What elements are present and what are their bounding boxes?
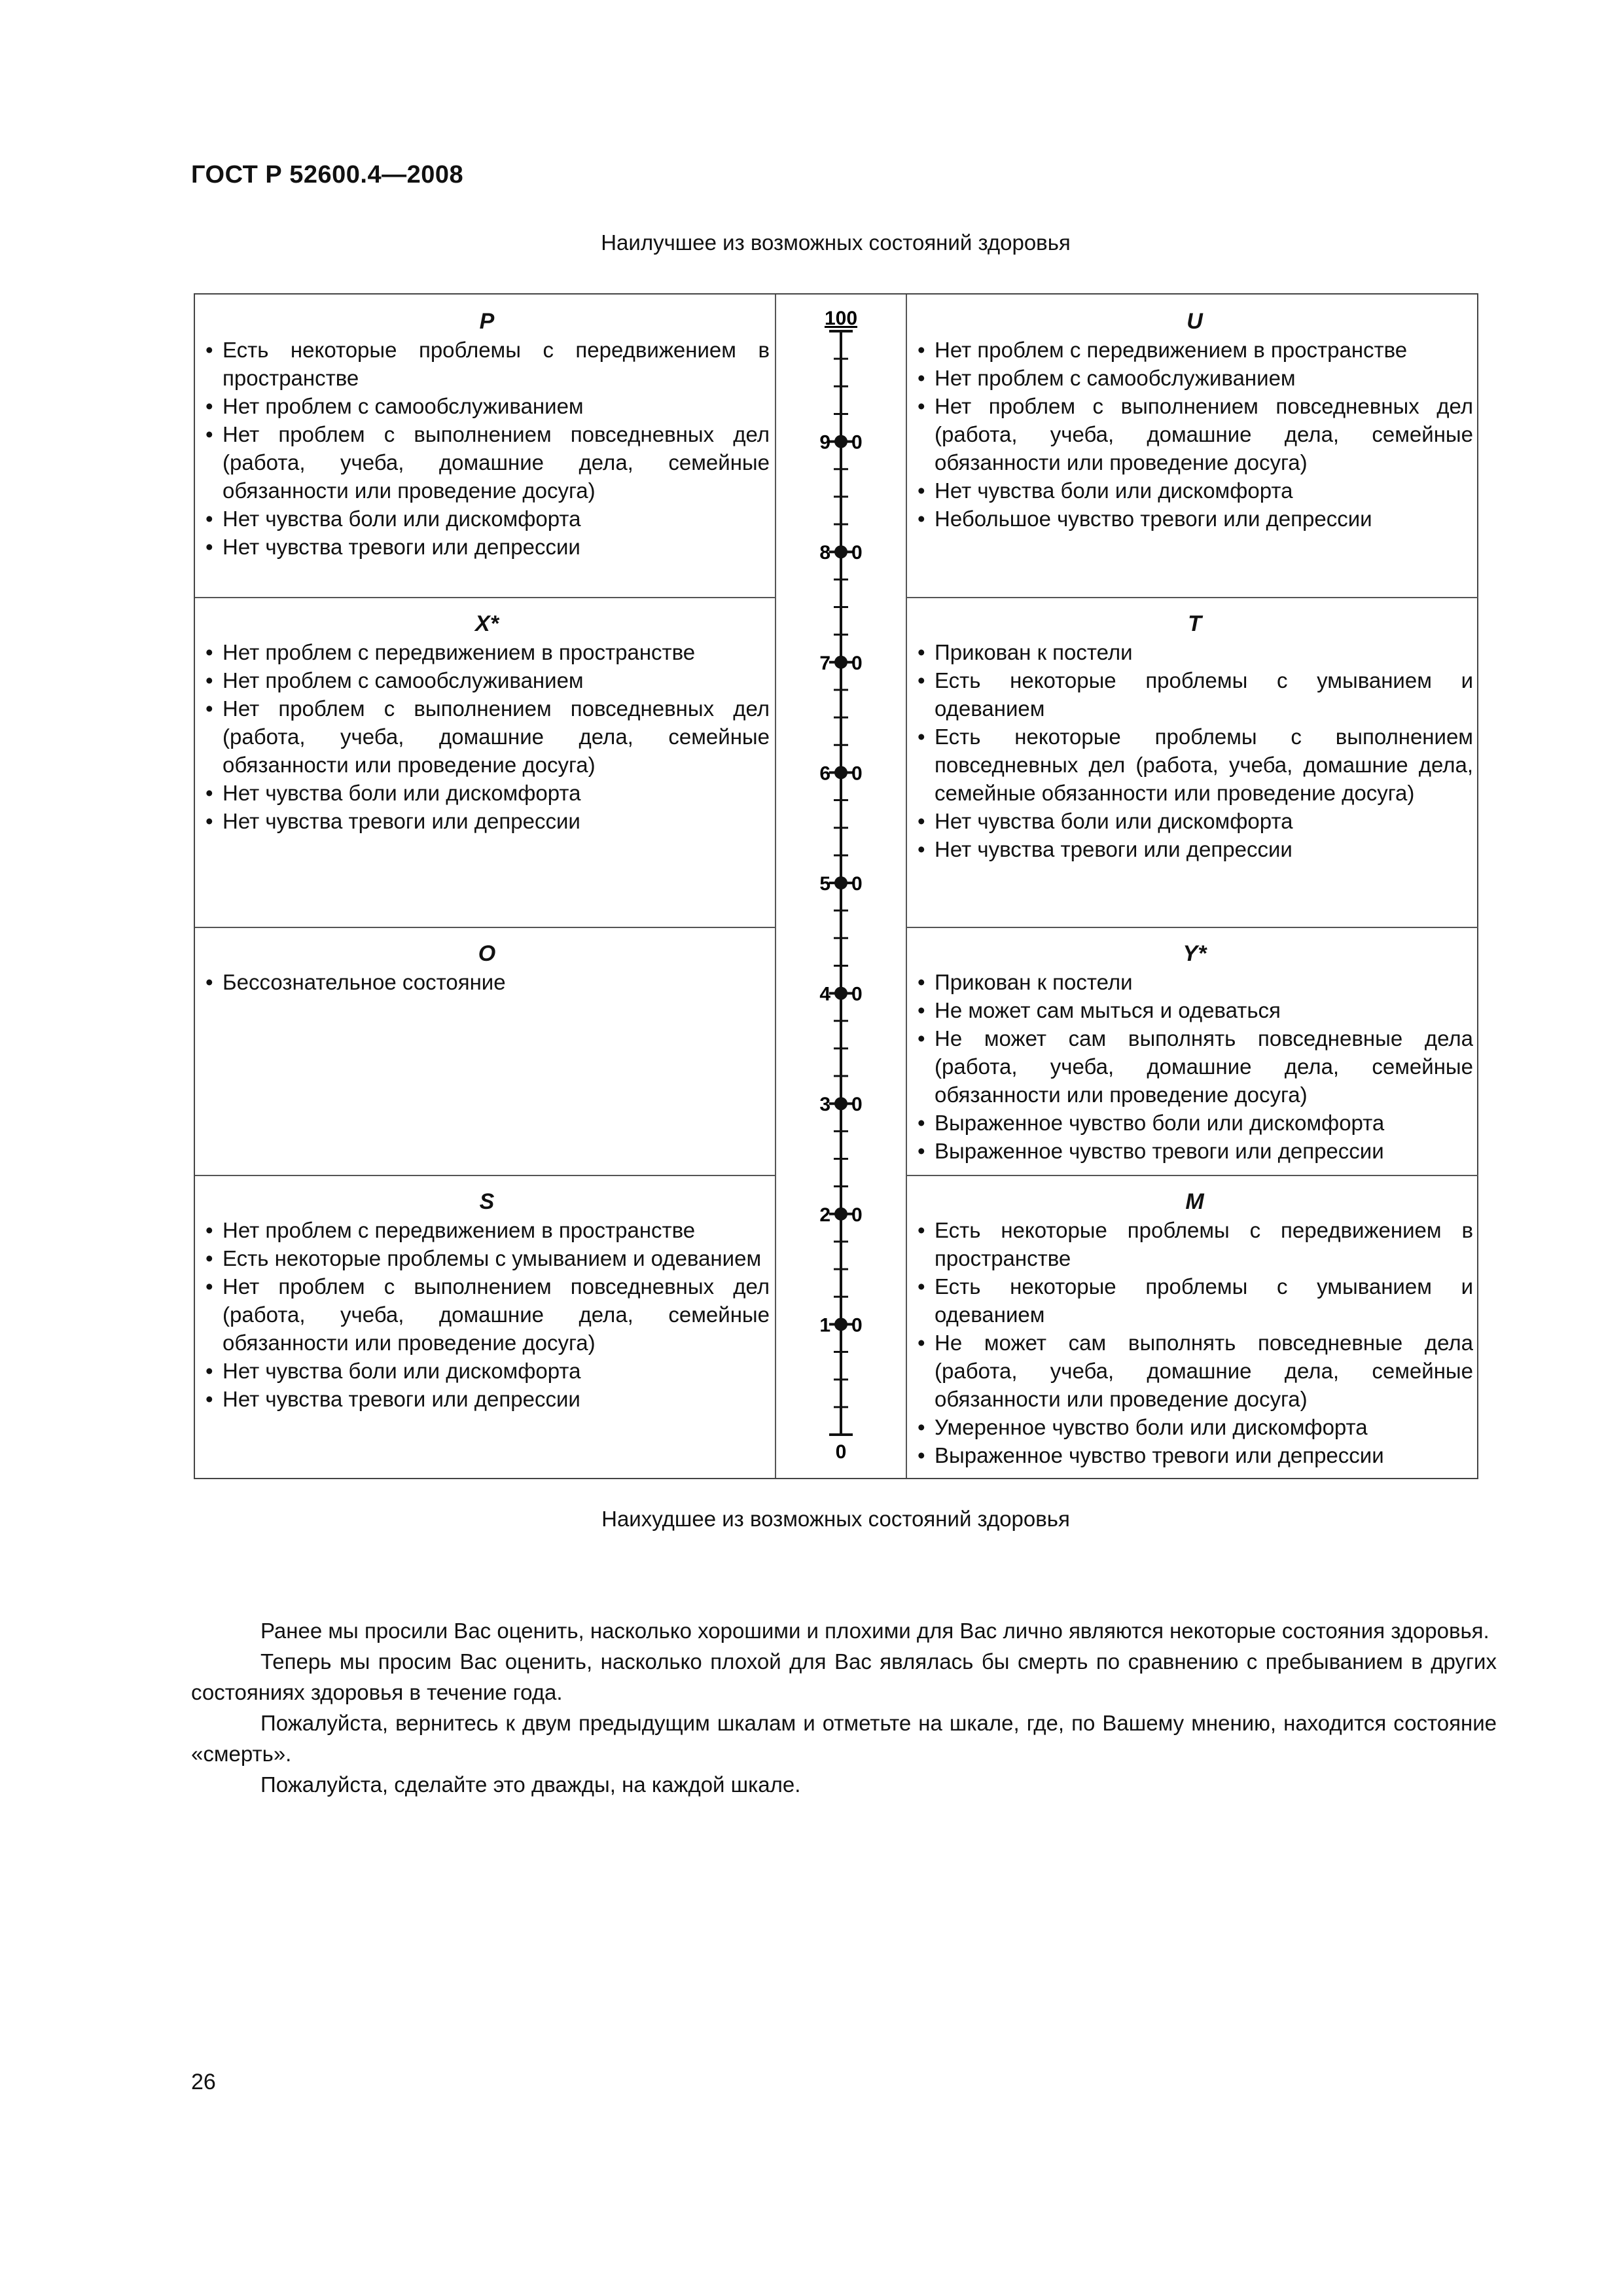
state-item: • Прикован к постели bbox=[916, 638, 1473, 666]
paragraph: Пожалуйста, вернитесь к двум предыдущим шкалам и отметьте на шкале, где, по Вашему мнению, находится состояние «смерть». bbox=[191, 1711, 1497, 1766]
scale-label: 0 bbox=[851, 983, 863, 1005]
state-item: • Нет проблем с передвижением в пространстве bbox=[916, 336, 1473, 364]
paragraph: Теперь мы просим Вас оценить, насколько плохой для Вас являлась бы смерть по сравнению с пребыванием в других состояниях здоровья в течение года. bbox=[191, 1649, 1497, 1704]
scale-label: 5 bbox=[819, 873, 830, 895]
scale-label: 6 bbox=[819, 762, 830, 785]
scale-marker-dot bbox=[834, 1097, 847, 1110]
state-items bbox=[204, 1216, 770, 1413]
rating-scale[interactable] bbox=[776, 295, 906, 1478]
state-item: • Нет проблем с передвижением в пространстве bbox=[204, 638, 770, 666]
state-item: • Нет чувства боли или дискомфорта bbox=[204, 1357, 770, 1385]
state-item: • Есть некоторые проблемы с передвижением в пространстве bbox=[916, 1216, 1473, 1272]
scale-label: 0 bbox=[851, 1204, 863, 1226]
state-title: O bbox=[478, 941, 496, 966]
state-item: • Нет чувства тревоги или депрессии bbox=[204, 533, 770, 561]
state-item: • Бессознательное состояние bbox=[204, 968, 770, 996]
state-item: • Прикован к постели bbox=[916, 968, 1473, 996]
state-item: • Не может сам мыться и одеваться bbox=[916, 996, 1473, 1024]
state-item: • Есть некоторые проблемы с выполнением повседневных дел (работа, учеба, домашние дела, семейные обязанности или проведение досуга) bbox=[916, 723, 1473, 807]
scale-marker-dot bbox=[834, 656, 847, 669]
state-item: • Выраженное чувство тревоги или депрессии bbox=[916, 1137, 1473, 1165]
state-cell-o bbox=[195, 927, 775, 1175]
state-item: • Нет проблем с передвижением в пространстве bbox=[204, 1216, 770, 1244]
state-items bbox=[204, 638, 770, 835]
state-item: • Выраженное чувство боли или дискомфорта bbox=[916, 1109, 1473, 1137]
scale-marker-dot bbox=[834, 1318, 847, 1331]
state-cell-m bbox=[907, 1175, 1478, 1479]
state-items bbox=[916, 336, 1473, 533]
state-title: X* bbox=[475, 611, 499, 636]
scale-label: 0 bbox=[851, 1094, 863, 1116]
scale-label: 0 bbox=[851, 762, 863, 785]
best-state-caption: Наилучшее из возможных состояний здоровья bbox=[601, 230, 1071, 255]
state-item: • Не может сам выполнять повседневные дела (работа, учеба, домашние дела, семейные обязанности или проведение досуга) bbox=[916, 1024, 1473, 1109]
scale-label: 8 bbox=[819, 542, 830, 564]
state-cell-t bbox=[907, 597, 1478, 927]
state-item: • Есть некоторые проблемы с передвижением в пространстве bbox=[204, 336, 770, 392]
state-item: • Нет чувства боли или дискомфорта bbox=[916, 807, 1473, 835]
scale-marker-dot bbox=[834, 987, 847, 1000]
state-item: • Не может сам выполнять повседневные дела (работа, учеба, домашние дела, семейные обязанности или проведение досуга) bbox=[916, 1329, 1473, 1413]
state-items bbox=[204, 336, 770, 561]
scale-label: 3 bbox=[819, 1094, 830, 1116]
state-item: • Нет проблем с выполнением повседневных дел (работа, учеба, домашние дела, семейные обязанности или проведение досуга) bbox=[204, 420, 770, 505]
scale-marker-dot bbox=[834, 876, 847, 889]
scale-marker-dot bbox=[834, 1208, 847, 1221]
state-title: U bbox=[1186, 309, 1203, 334]
state-item: • Нет чувства боли или дискомфорта bbox=[204, 779, 770, 807]
state-item: • Нет чувства боли или дискомфорта bbox=[204, 505, 770, 533]
scale-label: 7 bbox=[819, 652, 830, 674]
state-title: P bbox=[479, 309, 495, 334]
state-item: • Умеренное чувство боли или дискомфорта bbox=[916, 1413, 1473, 1441]
scale-label: 0 bbox=[851, 652, 863, 674]
state-cell-u bbox=[907, 295, 1478, 597]
scale-marker-dot bbox=[834, 435, 847, 448]
scale-label: 1 bbox=[819, 1314, 830, 1336]
state-item: • Нет чувства тревоги или депрессии bbox=[204, 1385, 770, 1413]
scale-label: 2 bbox=[819, 1204, 830, 1226]
state-item: • Нет проблем с самообслуживанием bbox=[916, 364, 1473, 392]
paragraph: Ранее мы просили Вас оценить, насколько хорошими и плохими для Вас лично являются некоторые состояния здоровья. bbox=[260, 1619, 1489, 1643]
state-item: • Есть некоторые проблемы с умыванием и одеванием bbox=[916, 666, 1473, 723]
scale-label: 0 bbox=[851, 431, 863, 454]
worst-state-caption: Наихудшее из возможных состояний здоровья bbox=[601, 1507, 1070, 1531]
scale-label: 9 bbox=[819, 431, 830, 454]
scale-label: 0 bbox=[835, 1441, 847, 1463]
state-cell-p bbox=[195, 295, 775, 597]
document-header: ГОСТ Р 52600.4—2008 bbox=[191, 161, 464, 188]
state-cell-x bbox=[195, 597, 775, 927]
state-item: • Нет проблем с выполнением повседневных дел (работа, учеба, домашние дела, семейные обязанности или проведение досуга) bbox=[204, 694, 770, 779]
state-title: Y* bbox=[1183, 941, 1207, 966]
state-item: • Есть некоторые проблемы с умыванием и одеванием bbox=[916, 1272, 1473, 1329]
state-item: • Нет чувства тревоги или депрессии bbox=[204, 807, 770, 835]
state-cell-s bbox=[195, 1175, 775, 1479]
scale-label: 0 bbox=[851, 542, 863, 564]
scale-label: 4 bbox=[819, 983, 830, 1005]
state-items bbox=[916, 638, 1473, 863]
instructions-text bbox=[191, 1615, 1497, 1800]
state-cell-y bbox=[907, 927, 1478, 1175]
state-items bbox=[916, 968, 1473, 1165]
state-items bbox=[916, 1216, 1473, 1469]
state-item: • Нет проблем с выполнением повседневных дел (работа, учеба, домашние дела, семейные обязанности или проведение досуга) bbox=[916, 392, 1473, 476]
state-item: • Нет чувства тревоги или депрессии bbox=[916, 835, 1473, 863]
health-states-table bbox=[194, 293, 1478, 1479]
scale-label: 100 bbox=[824, 308, 858, 329]
page-number: 26 bbox=[191, 2070, 216, 2094]
state-items bbox=[204, 968, 770, 996]
scale-marker-dot bbox=[834, 766, 847, 779]
scale-label: 0 bbox=[851, 1314, 863, 1336]
state-item: • Нет проблем с самообслуживанием bbox=[204, 666, 770, 694]
scale-marker-dot bbox=[834, 545, 847, 558]
state-title: T bbox=[1188, 611, 1202, 636]
state-item: • Есть некоторые проблемы с умыванием и одеванием bbox=[204, 1244, 770, 1272]
state-item: • Нет проблем с выполнением повседневных дел (работа, учеба, домашние дела, семейные обязанности или проведение досуга) bbox=[204, 1272, 770, 1357]
state-title: S bbox=[479, 1189, 495, 1214]
scale-label: 0 bbox=[851, 873, 863, 895]
state-item: • Нет проблем с самообслуживанием bbox=[204, 392, 770, 420]
state-item: • Выраженное чувство тревоги или депрессии bbox=[916, 1441, 1473, 1469]
state-item: • Небольшое чувство тревоги или депрессии bbox=[916, 505, 1473, 533]
paragraph: Пожалуйста, сделайте это дважды, на каждой шкале. bbox=[260, 1772, 801, 1797]
state-title: M bbox=[1185, 1189, 1204, 1214]
state-item: • Нет чувства боли или дискомфорта bbox=[916, 476, 1473, 505]
